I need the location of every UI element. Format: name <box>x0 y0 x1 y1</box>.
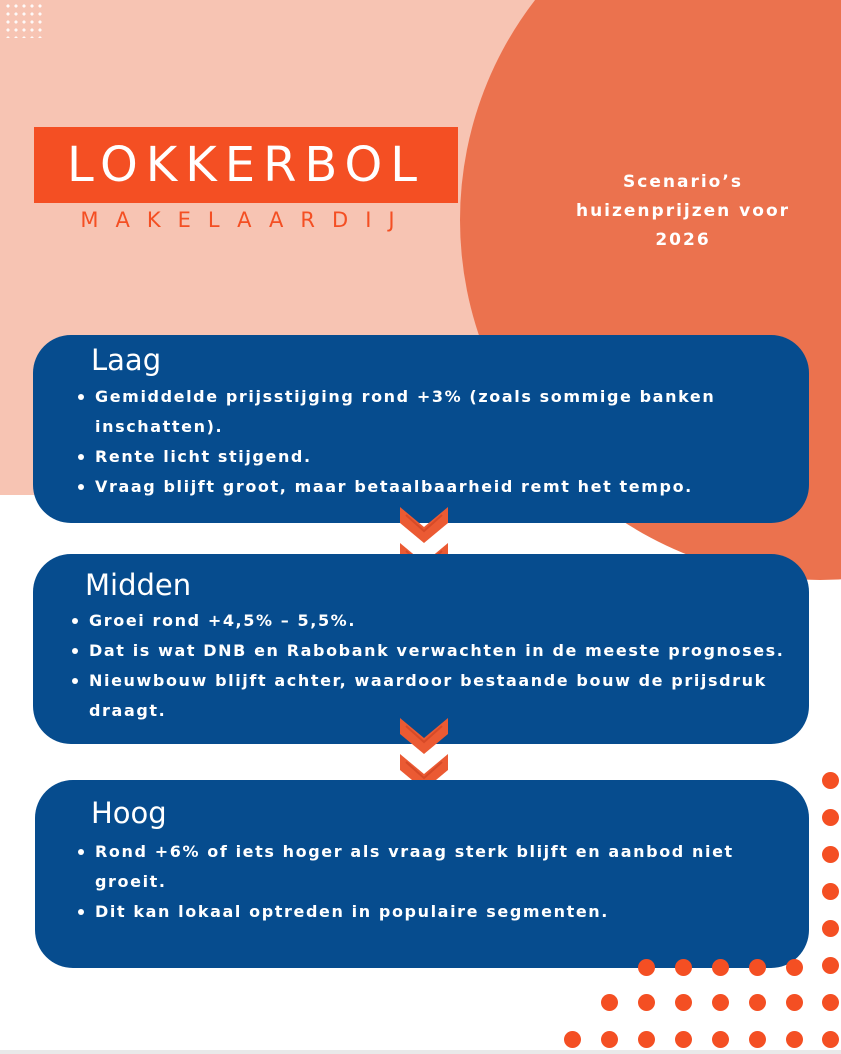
scenario-card-hoog <box>35 780 809 968</box>
decorative-dot <box>749 994 766 1011</box>
decorative-dot <box>638 1031 655 1048</box>
decorative-dot <box>786 959 803 976</box>
decorative-dot <box>786 994 803 1011</box>
list-item-continuation: draagt. <box>89 701 167 720</box>
decorative-dot <box>638 959 655 976</box>
decorative-dot <box>822 846 839 863</box>
card-title: Laag <box>91 343 162 377</box>
decorative-dot <box>601 1031 618 1048</box>
decorative-dot <box>749 1031 766 1048</box>
decorative-dot <box>564 1031 581 1048</box>
decorative-dot <box>712 959 729 976</box>
list-item: Dat is wat DNB en Rabobank verwachten in de meeste prognoses. <box>89 636 784 666</box>
page-heading <box>548 168 818 255</box>
decorative-dots-small <box>4 2 44 38</box>
decorative-dot <box>638 994 655 1011</box>
bullet-list <box>67 606 784 726</box>
card-title: Hoog <box>91 796 167 830</box>
list-item: Rente licht stijgend. <box>95 442 715 472</box>
logo-subtitle: MAKELAARDIJ <box>80 208 412 232</box>
list-item: Vraag blijft groot, maar betaalbaarheid remt het tempo. <box>95 472 715 502</box>
bullet-list <box>73 837 734 927</box>
list-item: Dit kan lokaal optreden in populaire segmenten. <box>95 897 734 927</box>
heading-line-1: Scenario’s <box>623 172 743 192</box>
logo <box>34 127 458 203</box>
decorative-dot <box>822 920 839 937</box>
decorative-dot <box>822 957 839 974</box>
heading-line-2: huizenprijzen voor <box>575 201 791 221</box>
decorative-dot <box>822 772 839 789</box>
decorative-dot <box>601 994 618 1011</box>
decorative-dot <box>822 809 839 826</box>
list-item-continuation: groeit. <box>95 872 167 891</box>
list-item: Gemiddelde prijsstijging rond +3% (zoals sommige banken <box>95 382 715 412</box>
decorative-dot <box>822 883 839 900</box>
decorative-dot <box>712 1031 729 1048</box>
bullet-list <box>73 382 715 502</box>
card-title: Midden <box>85 568 192 602</box>
decorative-dot <box>786 1031 803 1048</box>
decorative-dot <box>675 959 692 976</box>
list-item: Rond +6% of iets hoger als vraag sterk blijft en aanbod niet <box>95 837 734 867</box>
bottom-divider <box>0 1050 841 1054</box>
decorative-dot <box>822 994 839 1011</box>
list-item: Nieuwbouw blijft achter, waardoor bestaande bouw de prijsdruk <box>89 666 784 696</box>
decorative-dot <box>822 1031 839 1048</box>
scenario-card-laag <box>33 335 809 523</box>
list-item: Groei rond +4,5% – 5,5%. <box>89 606 784 636</box>
list-item-continuation: inschatten). <box>95 417 224 436</box>
heading-line-3: 2026 <box>655 230 711 250</box>
decorative-dot <box>749 959 766 976</box>
logo-title: LOKKERBOL <box>66 137 426 193</box>
decorative-dot <box>675 994 692 1011</box>
decorative-dot <box>712 994 729 1011</box>
decorative-dot <box>675 1031 692 1048</box>
